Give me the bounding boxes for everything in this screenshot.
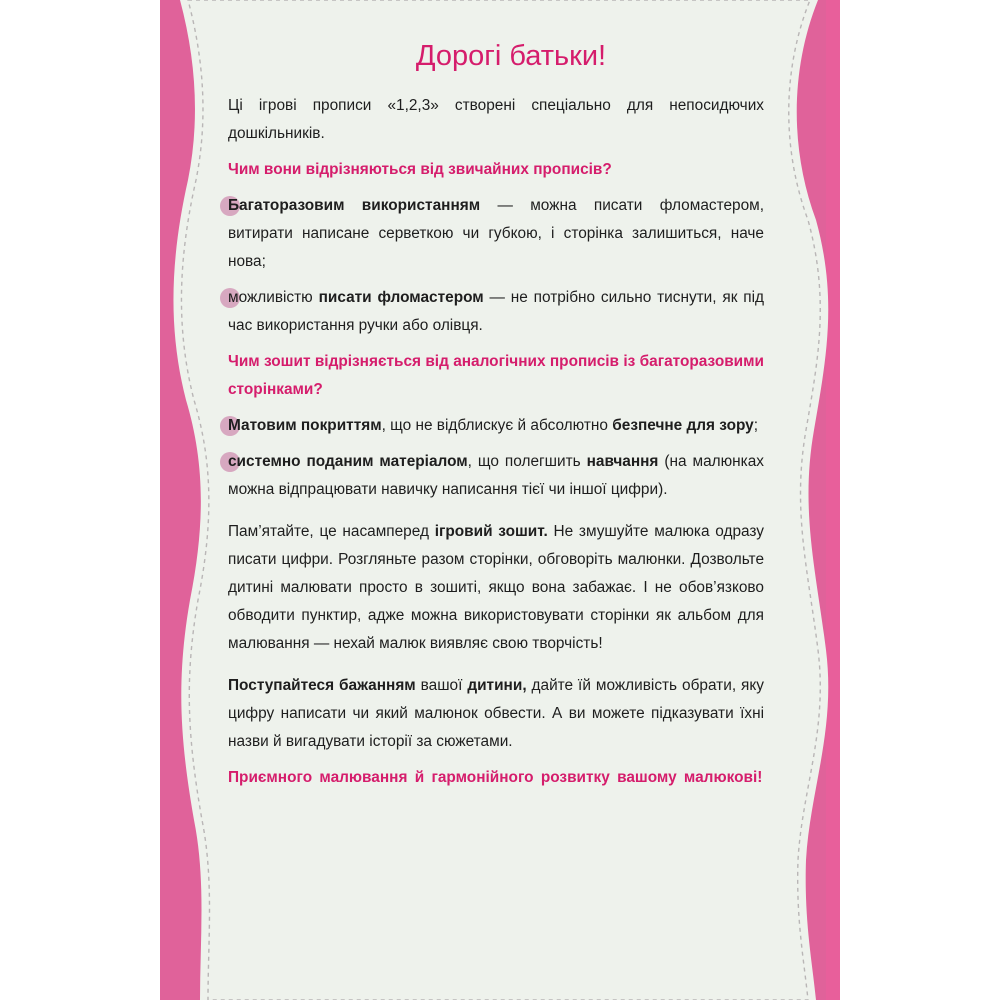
bullet-reusable-bold: Багаторазовим використанням: [228, 197, 481, 214]
bullet-system-mid: , що полегшить: [467, 453, 587, 470]
advice-bold-2: дитини,: [467, 677, 527, 694]
advice-bold-1: Поступайтеся бажанням: [228, 677, 416, 694]
bullet-marker-rest: — не потрібно сильно тиснути, як під час використання ручки або олівця.: [228, 289, 765, 334]
advice-mid: вашої: [415, 677, 468, 694]
bullet-matte-bold-2: безпечне для зору: [612, 417, 754, 434]
question-2: Чим зошит відрізняється від аналогічних прописів із багаторазовими сторінками?: [228, 353, 764, 398]
bullet-reusable: [228, 192, 764, 276]
bullet-marker-text: [228, 284, 764, 340]
letter-content: [228, 30, 764, 792]
remember-pre: Пам’ятайте, це насамперед: [228, 523, 435, 540]
advice-paragraph: [228, 672, 764, 756]
bullet-matte-text: [228, 412, 764, 440]
bullet-matte-mid: , що не відблискує й абсолютно: [381, 417, 613, 434]
bullet-system-text: [228, 448, 764, 504]
page-title: Дорогі батьки!: [415, 40, 607, 72]
intro-paragraph: Ці ігрові прописи «1,2,3» створені спеціально для непосидючих дошкільників.: [228, 97, 764, 142]
bullet-marker-pre: можливістю: [228, 289, 319, 306]
bullet-system-bold-1: системно поданим матеріалом: [228, 453, 468, 470]
bullet-marker: [228, 284, 764, 340]
advice-rest: дайте їй можливість обрати, яку цифру написати чи який малюнок обвести. А ви можете підказувати їхні назви й вигадувати історії за сюжетами.: [228, 677, 764, 750]
bullet-reusable-text: [228, 192, 764, 276]
bullet-marker-bold: писати фломастером: [318, 289, 484, 306]
bullet-system: [228, 448, 764, 504]
remember-bold: ігровий зошит.: [434, 523, 548, 540]
bullet-matte-bold-1: Матовим покриттям: [228, 417, 382, 434]
question-1: Чим вони відрізняються від звичайних прописів?: [228, 161, 612, 178]
remember-paragraph: [228, 518, 764, 658]
bullet-matte-end: ;: [753, 417, 759, 434]
closing-wish: Приємного малювання й гармонійного розвитку вашому малюкові!: [228, 769, 763, 786]
bullet-system-bold-2: навчання: [586, 453, 659, 470]
bullet-system-end: (на малюнках можна відпрацювати навичку написання тієї чи іншої цифри).: [228, 453, 764, 498]
bullet-matte: [228, 412, 764, 440]
remember-rest: Не змушуйте малюка одразу писати цифри. Розгляньте разом сторінки, обговоріть малюнки. Дозвольте дитині малювати просто в зошиті, якщо вона забажає. І не обов’язково обводити пунктир, адже можна використовувати сторінки як альбом для малювання — нехай малюк виявляє свою творчість!: [228, 523, 764, 652]
bullet-reusable-rest: — можна писати фломастером, витирати написане серветкою чи губкою, і сторінка залишиться, наче нова;: [228, 197, 764, 270]
